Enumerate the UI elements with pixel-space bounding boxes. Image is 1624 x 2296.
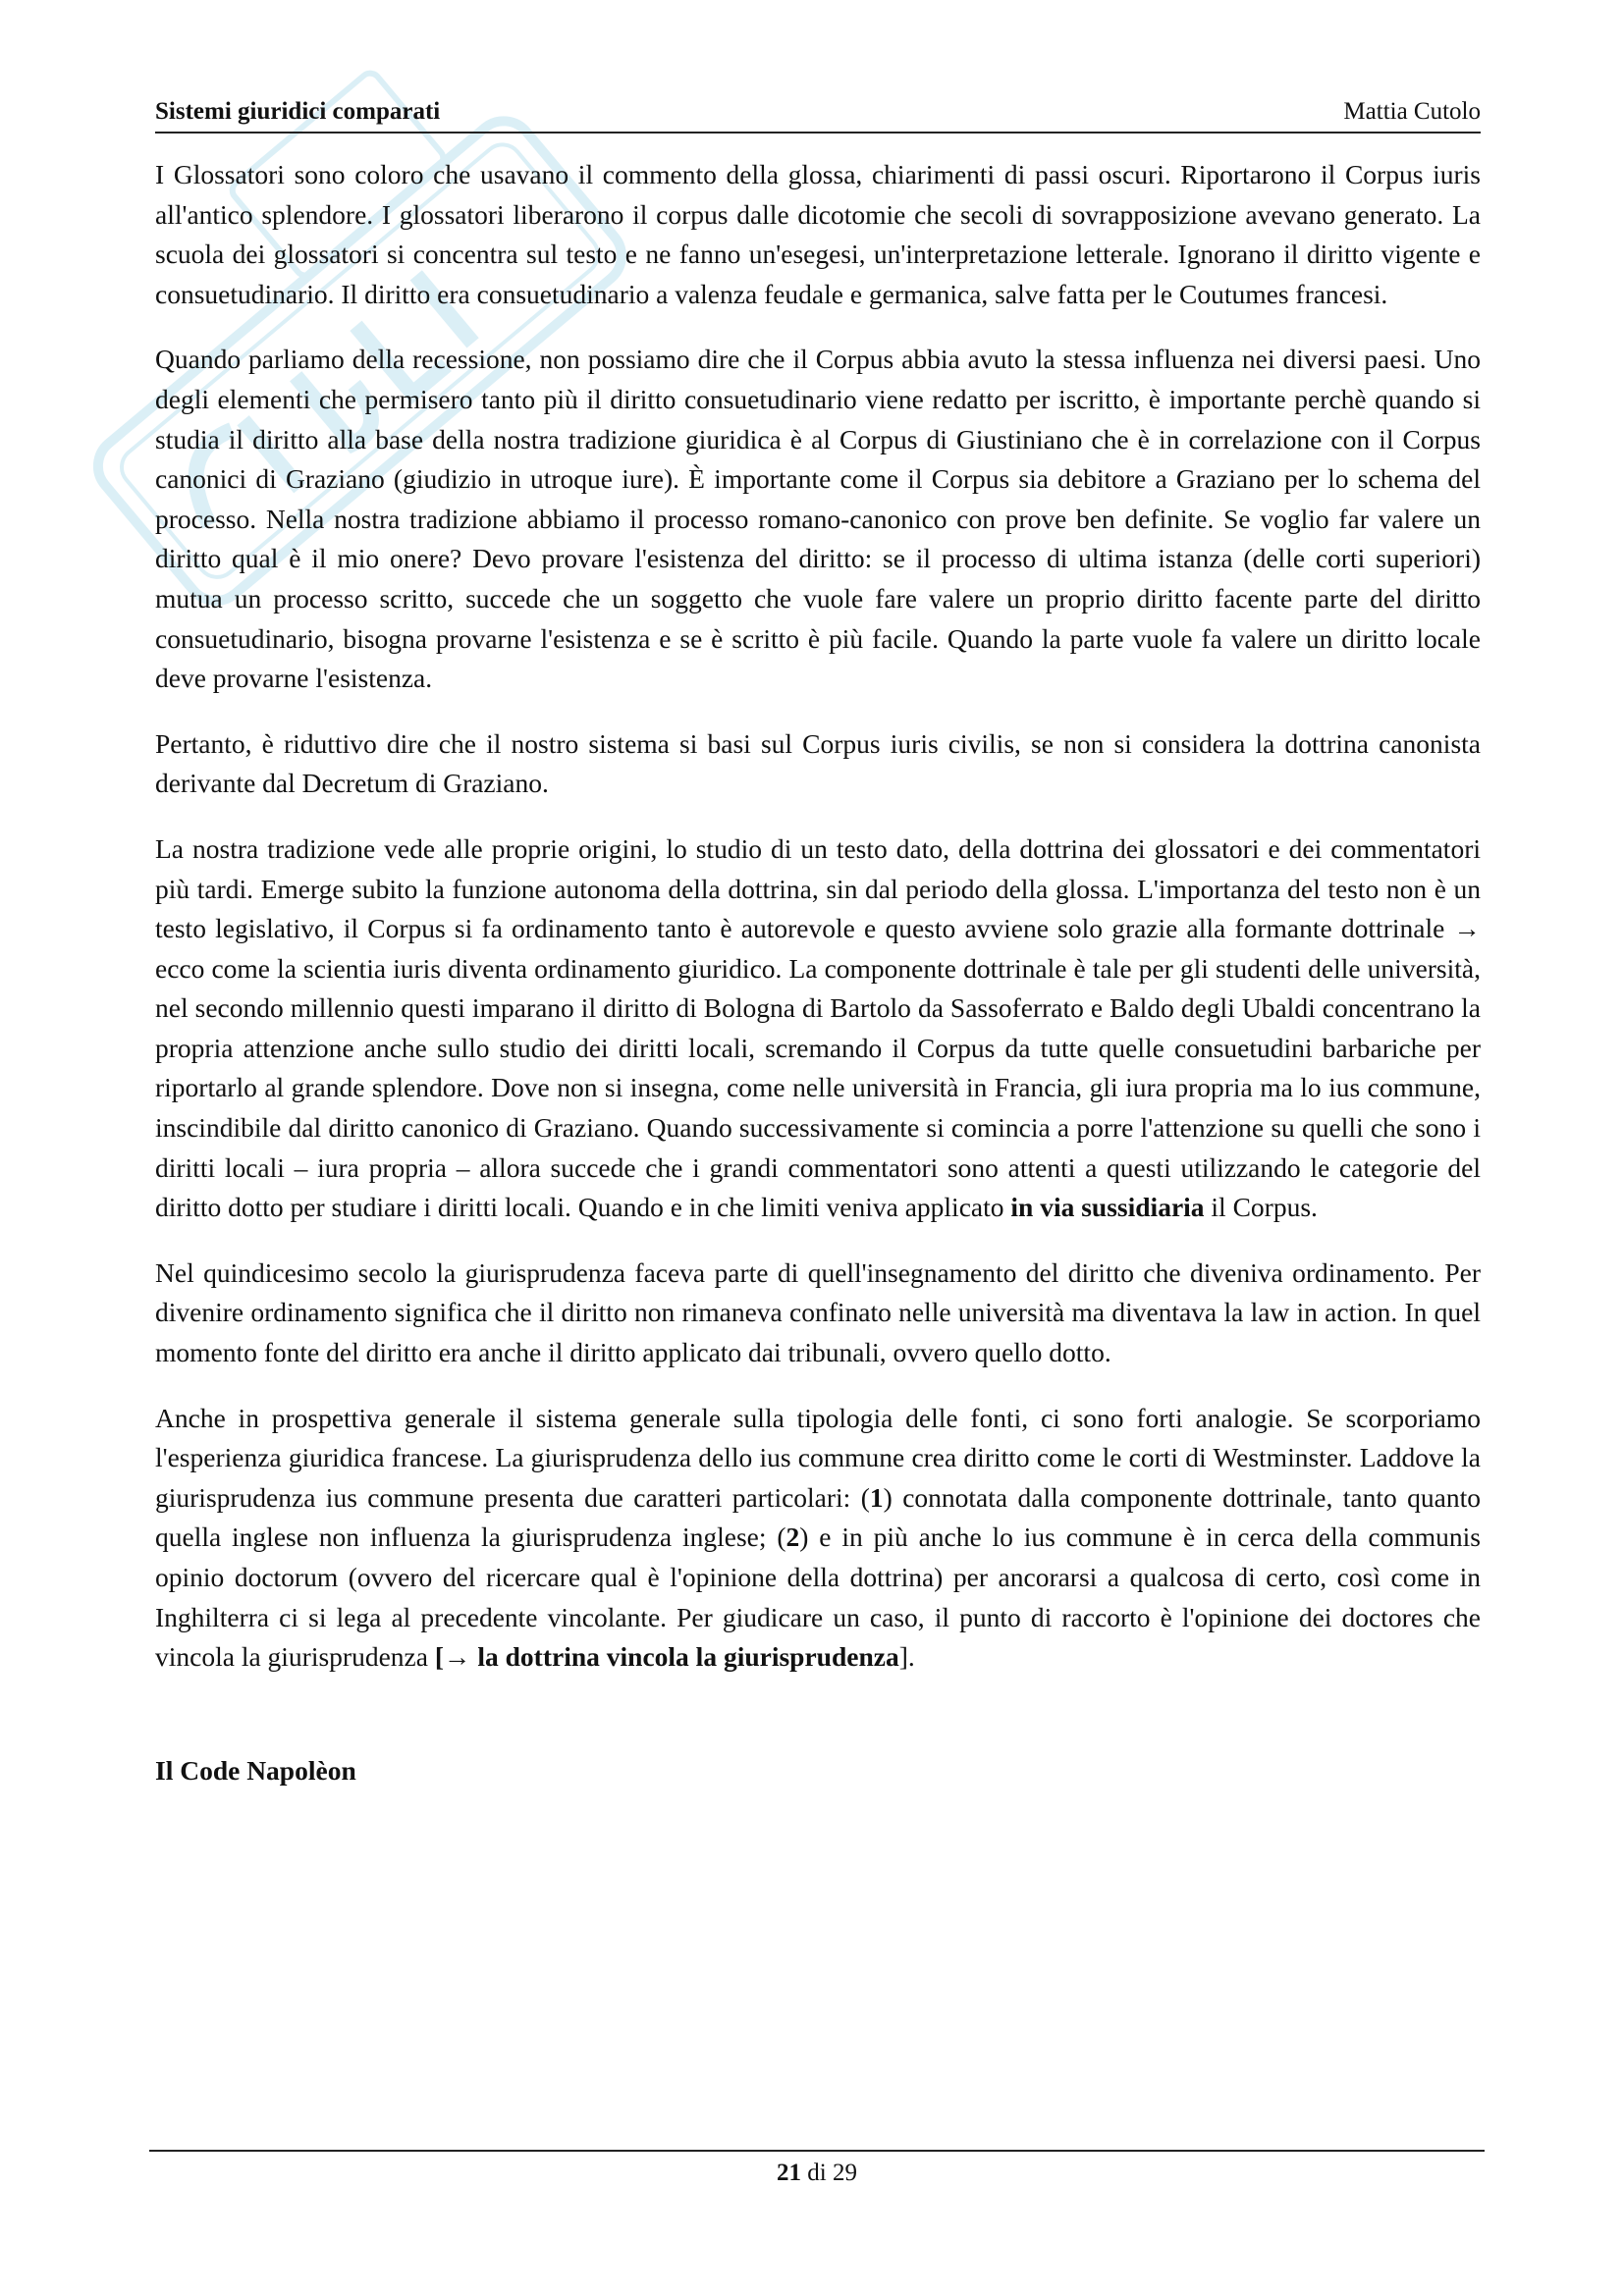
bold-number: 2	[785, 1522, 800, 1553]
author-name: Mattia Cutolo	[1343, 98, 1481, 125]
paragraph-text: ) e in più anche lo ius commune è in cerca della communis opinio doctorum (ovvero del ricercare qual è l'opinione della dottrina) per ancorarsi a qualcosa di certo, così come in Inghilterra ci si lega al precedente vincolante. Per giudicare un caso, il punto di raccorto è l'opinione dei doctores che vincola la giurisprudenza	[155, 1522, 1481, 1673]
document-title: Sistemi giuridici comparati	[155, 98, 441, 125]
page-footer	[149, 2150, 1485, 2187]
paragraph-text: ) connotata dalla componente dottrinale, tanto quanto quella inglese non influenza la giurisprudenza inglese; (	[155, 1481, 1481, 1553]
section-heading: Il Code Napolèon	[155, 1754, 356, 1786]
page-header	[155, 98, 1481, 133]
document-body	[155, 155, 1481, 1816]
paragraph	[155, 1399, 1481, 1678]
page-number: 21	[777, 2160, 802, 2186]
page-total: 29	[832, 2160, 857, 2186]
paragraph: Nel quindicesimo secolo la giurisprudenza faceva parte di quell'insegnamento del diritto che diveniva ordinamento. Per divenire ordinamento significa che il diritto non rimaneva confinato nelle università ma diventava la law in action. In quel momento fonte del diritto era anche il diritto applicato dai tribunali, ovvero quello dotto.	[155, 1256, 1481, 1368]
page-separator: di	[801, 2160, 833, 2186]
bold-text: in via sussidiaria	[1010, 1192, 1205, 1223]
paragraph-text: Anche in prospettiva generale il sistema generale sulla tipologia delle fonti, ci sono forti analogie. Se scorporiamo l'esperienza giuridica francese. La giurisprudenza dello ius commune crea diritto come le corti di Westminster. Laddove la giurisprudenza ius commune presenta due caratteri particolari: (	[155, 1402, 1481, 1513]
paragraph: I Glossatori sono coloro che usavano il commento della glossa, chiarimenti di passi oscuri. Riportarono il Corpus iuris all'antico splendore. I glossatori liberarono il corpus dalle dicotomie che secoli di sovrapposizione avevano generato. La scuola dei glossatori si concentra sul testo e ne fanno un'esegesi, un'interpretazione letterale. Ignorano il diritto vigente e consuetudinario. Il diritto era consuetudinario a valenza feudale e germanica, salve fatta per le Coutumes francesi.	[155, 159, 1481, 309]
paragraph: Quando parliamo della recessione, non possiamo dire che il Corpus abbia avuto la stessa influenza nei diversi paesi. Uno degli elementi che permisero tanto più il diritto consuetudinario viene redatto per iscritto, è importante perchè quando si studia il diritto alla base della nostra tradizione giuridica è al Corpus di Giustiniano che è in correlazione con il Corpus canonici di Graziano (giudizio in utroque iure). È importante come il Corpus sia debitore a Graziano per lo schema del processo. Nella nostra tradizione abbiamo il processo romano-canonico con prove ben definite. Se voglio far valere un diritto qual è il mio onere? Devo provare l'esistenza del diritto: se il processo di ultima istanza (delle corti superiori) mutua un processo scritto, succede che un soggetto che vuole fare valere un proprio diritto facente parte del diritto consuetudinario, bisogna provarne l'esistenza e se è scritto è più facile. Quando la parte vuole fa valere un diritto locale deve provarne l'esistenza.	[155, 344, 1481, 694]
paragraph: Pertanto, è riduttivo dire che il nostro sistema si basi sul Corpus iuris civilis, se non si considera la dottrina canonista derivante dal Decretum di Graziano.	[155, 727, 1481, 799]
bold-number: 1	[869, 1481, 884, 1513]
bold-text: [→ la dottrina vincola la giurisprudenza	[434, 1641, 899, 1673]
paragraph-text: il Corpus.	[1204, 1192, 1318, 1223]
paragraph-text: ].	[898, 1641, 915, 1673]
paragraph-text: La nostra tradizione vede alle proprie origini, lo studio di un testo dato, della dottrina dei glossatori e dei commentatori più tardi. Emerge subito la funzione autonoma della dottrina, sin dal periodo della glossa. L'importanza del testo non è un testo legislativo, il Corpus si fa ordinamento tanto è autorevole e questo avviene solo grazie alla formante dottrinale → ecco come la scientia iuris diventa ordinamento giuridico. La componente dottrinale è tale per gli studenti delle università, nel secondo millennio questi imparano il diritto di Bologna di Bartolo da Sassoferrato e Baldo degli Ubaldi concentrano la propria attenzione anche sullo studio dei diritti locali, scremando il Corpus da tutte quelle consuetudini barbariche per riportarlo al grande splendore. Dove non si insegna, come nelle università in Francia, gli iura propria ma lo ius commune, inscindibile dal diritto canonico di Graziano. Quando successivamente si comincia a porre l'attenzione su quelli che sono i diritti locali – iura propria – allora succede che i grandi commentatori sono attenti a questi utilizzando le categorie del diritto dotto per studiare i diritti locali. Quando e in che limiti veniva applicato	[155, 832, 1481, 1223]
paragraph	[155, 829, 1481, 1228]
